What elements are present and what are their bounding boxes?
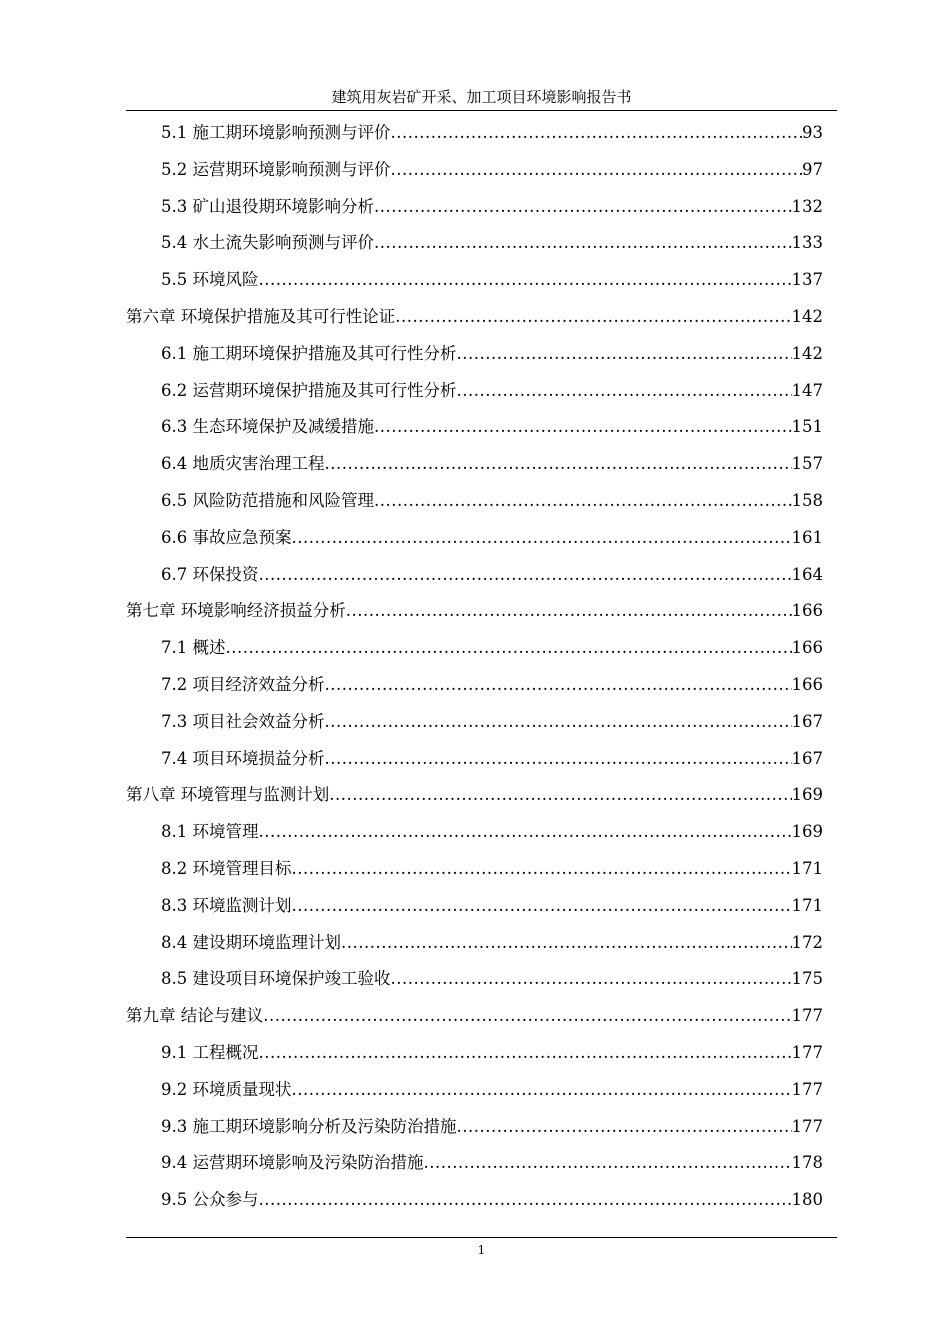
toc-dot-leader <box>292 1072 792 1109</box>
toc-entry-title: 9.3 施工期环境影响分析及污染防治措施 <box>161 1116 457 1136</box>
toc-entry-page: 161 <box>791 527 823 547</box>
toc-dot-leader <box>374 483 792 520</box>
toc-dot-leader <box>259 262 792 299</box>
toc-dot-leader <box>329 777 791 814</box>
toc-entry-title: 6.1 施工期环境保护措施及其可行性分析 <box>161 343 457 363</box>
toc-dot-leader <box>259 1035 792 1072</box>
toc-dot-leader <box>292 520 792 557</box>
header-rule <box>126 110 837 111</box>
toc-section-entry[interactable] <box>126 557 823 594</box>
toc-entry-page: 171 <box>791 858 823 878</box>
toc-dot-leader <box>292 851 792 888</box>
toc-section-entry[interactable] <box>126 704 823 741</box>
toc-section-entry[interactable] <box>126 851 823 888</box>
toc-entry-page: 132 <box>791 196 823 216</box>
toc-section-entry[interactable] <box>126 336 823 373</box>
toc-entry-title: 5.3 矿山退役期环境影响分析 <box>161 196 374 216</box>
toc-dot-leader <box>374 409 792 446</box>
toc-section-entry[interactable] <box>126 1145 823 1182</box>
toc-section-entry[interactable] <box>126 630 823 667</box>
toc-section-entry[interactable] <box>126 373 823 410</box>
running-header: 建筑用灰岩矿开采、加工项目环境影响报告书 <box>331 88 632 106</box>
toc-dot-leader <box>395 299 791 336</box>
toc-entry-page: 177 <box>791 1006 823 1026</box>
toc-dot-leader <box>325 446 792 483</box>
toc-entry-page: 147 <box>791 380 823 400</box>
toc-entry-title: 6.5 风险防范措施和风险管理 <box>161 490 374 510</box>
toc-section-entry[interactable] <box>126 1109 823 1146</box>
toc-entry-page: 177 <box>791 1079 823 1099</box>
toc-section-entry[interactable] <box>126 1035 823 1072</box>
toc-entry-title: 6.2 运营期环境保护措施及其可行性分析 <box>161 380 457 400</box>
toc-entry-title: 8.1 环境管理 <box>161 822 259 842</box>
toc-entry-page: 171 <box>791 895 823 915</box>
toc-section-entry[interactable] <box>126 1072 823 1109</box>
toc-dot-leader <box>341 925 792 962</box>
toc-chapter-entry[interactable] <box>126 299 823 336</box>
toc-section-entry[interactable] <box>126 961 823 998</box>
toc-entry-page: 177 <box>791 1116 823 1136</box>
toc-entry-title: 第八章 环境管理与监测计划 <box>126 785 330 805</box>
toc-entry-title: 8.3 环境监测计划 <box>161 895 292 915</box>
toc-section-entry[interactable] <box>126 115 823 152</box>
toc-entry-page: 142 <box>791 306 823 326</box>
toc-entry-page: 180 <box>791 1190 823 1210</box>
toc-entry-title: 6.6 事故应急预案 <box>161 527 292 547</box>
toc-dot-leader <box>391 152 803 189</box>
toc-dot-leader <box>292 888 792 925</box>
toc-dot-leader <box>391 961 792 998</box>
toc-entry-page: 167 <box>791 711 823 731</box>
toc-entry-page: 178 <box>791 1153 823 1173</box>
toc-entry-title: 5.4 水土流失影响预测与评价 <box>161 233 374 253</box>
toc-entry-title: 9.2 环境质量现状 <box>161 1079 292 1099</box>
toc-entry-page: 142 <box>791 343 823 363</box>
toc-entry-page: 166 <box>791 638 823 658</box>
toc-dot-leader <box>346 593 792 630</box>
toc-entry-title: 第九章 结论与建议 <box>126 1006 264 1026</box>
toc-dot-leader <box>424 1145 792 1182</box>
toc-entry-page: 177 <box>791 1042 823 1062</box>
toc-entry-page: 97 <box>802 159 823 179</box>
toc-entry-page: 166 <box>791 601 823 621</box>
toc-entry-page: 151 <box>791 417 823 437</box>
toc-entry-title: 7.4 项目环境损益分析 <box>161 748 325 768</box>
toc-chapter-entry[interactable] <box>126 593 823 630</box>
toc-entry-title: 5.2 运营期环境影响预测与评价 <box>161 159 391 179</box>
toc-entry-page: 164 <box>791 564 823 584</box>
toc-chapter-entry[interactable] <box>126 777 823 814</box>
toc-dot-leader <box>263 998 791 1035</box>
toc-entry-page: 93 <box>802 123 823 142</box>
toc-dot-leader <box>457 373 792 410</box>
toc-section-entry[interactable] <box>126 888 823 925</box>
toc-entry-title: 8.2 环境管理目标 <box>161 858 292 878</box>
toc-entry-page: 137 <box>791 270 823 290</box>
toc-entry-title: 7.2 项目经济效益分析 <box>161 674 325 694</box>
toc-entry-title: 6.3 生态环境保护及减缓措施 <box>161 417 374 437</box>
toc-entry-title: 6.4 地质灾害治理工程 <box>161 454 325 474</box>
toc-section-entry[interactable] <box>126 446 823 483</box>
toc-section-entry[interactable] <box>126 925 823 962</box>
toc-dot-leader <box>374 225 792 262</box>
toc-dot-leader <box>374 189 792 226</box>
toc-entry-title: 第六章 环境保护措施及其可行性论证 <box>126 306 396 326</box>
toc-dot-leader <box>457 1109 792 1146</box>
toc-dot-leader <box>457 336 792 373</box>
toc-entry-title: 9.1 工程概况 <box>161 1042 259 1062</box>
toc-entry-title: 9.5 公众参与 <box>161 1190 259 1210</box>
toc-entry-page: 158 <box>791 490 823 510</box>
toc-entry-title: 第七章 环境影响经济损益分析 <box>126 601 346 621</box>
toc-dot-leader <box>325 667 792 704</box>
toc-section-entry[interactable] <box>126 520 823 557</box>
toc-section-entry[interactable] <box>126 225 823 262</box>
toc-entry-page: 175 <box>791 969 823 989</box>
toc-dot-leader <box>259 1182 792 1219</box>
toc-section-entry[interactable] <box>126 814 823 851</box>
toc-entry-title: 5.5 环境风险 <box>161 270 259 290</box>
toc-dot-leader <box>259 814 792 851</box>
toc-entry-title: 5.1 施工期环境影响预测与评价 <box>161 123 391 142</box>
toc-section-entry[interactable] <box>126 262 823 299</box>
toc-dot-leader <box>325 704 792 741</box>
toc-entry-title: 9.4 运营期环境影响及污染防治措施 <box>161 1153 424 1173</box>
toc-entry-page: 157 <box>791 454 823 474</box>
toc-section-entry[interactable] <box>126 741 823 778</box>
toc-entry-title: 6.7 环保投资 <box>161 564 259 584</box>
toc-entry-page: 169 <box>791 822 823 842</box>
toc-dot-leader <box>391 115 803 152</box>
toc-dot-leader <box>325 741 792 778</box>
toc-entry-page: 167 <box>791 748 823 768</box>
toc-entry-page: 133 <box>791 233 823 253</box>
toc-entry-page: 169 <box>791 785 823 805</box>
toc-chapter-entry[interactable] <box>126 998 823 1035</box>
toc-section-entry[interactable] <box>126 152 823 189</box>
toc-section-entry[interactable] <box>126 667 823 704</box>
table-of-contents <box>126 115 823 1219</box>
toc-dot-leader <box>226 630 792 667</box>
toc-section-entry[interactable] <box>126 189 823 226</box>
toc-dot-leader <box>259 557 792 594</box>
footer-rule <box>126 1237 837 1238</box>
toc-section-entry[interactable] <box>126 483 823 520</box>
page-number: 1 <box>477 1243 486 1257</box>
toc-entry-title: 7.3 项目社会效益分析 <box>161 711 325 731</box>
toc-section-entry[interactable] <box>126 1182 823 1219</box>
toc-entry-page: 166 <box>791 674 823 694</box>
toc-entry-title: 8.4 建设期环境监理计划 <box>161 932 341 952</box>
toc-section-entry[interactable] <box>126 409 823 446</box>
toc-entry-title: 8.5 建设项目环境保护竣工验收 <box>161 969 391 989</box>
toc-entry-title: 7.1 概述 <box>161 638 226 658</box>
toc-entry-page: 172 <box>791 932 823 952</box>
